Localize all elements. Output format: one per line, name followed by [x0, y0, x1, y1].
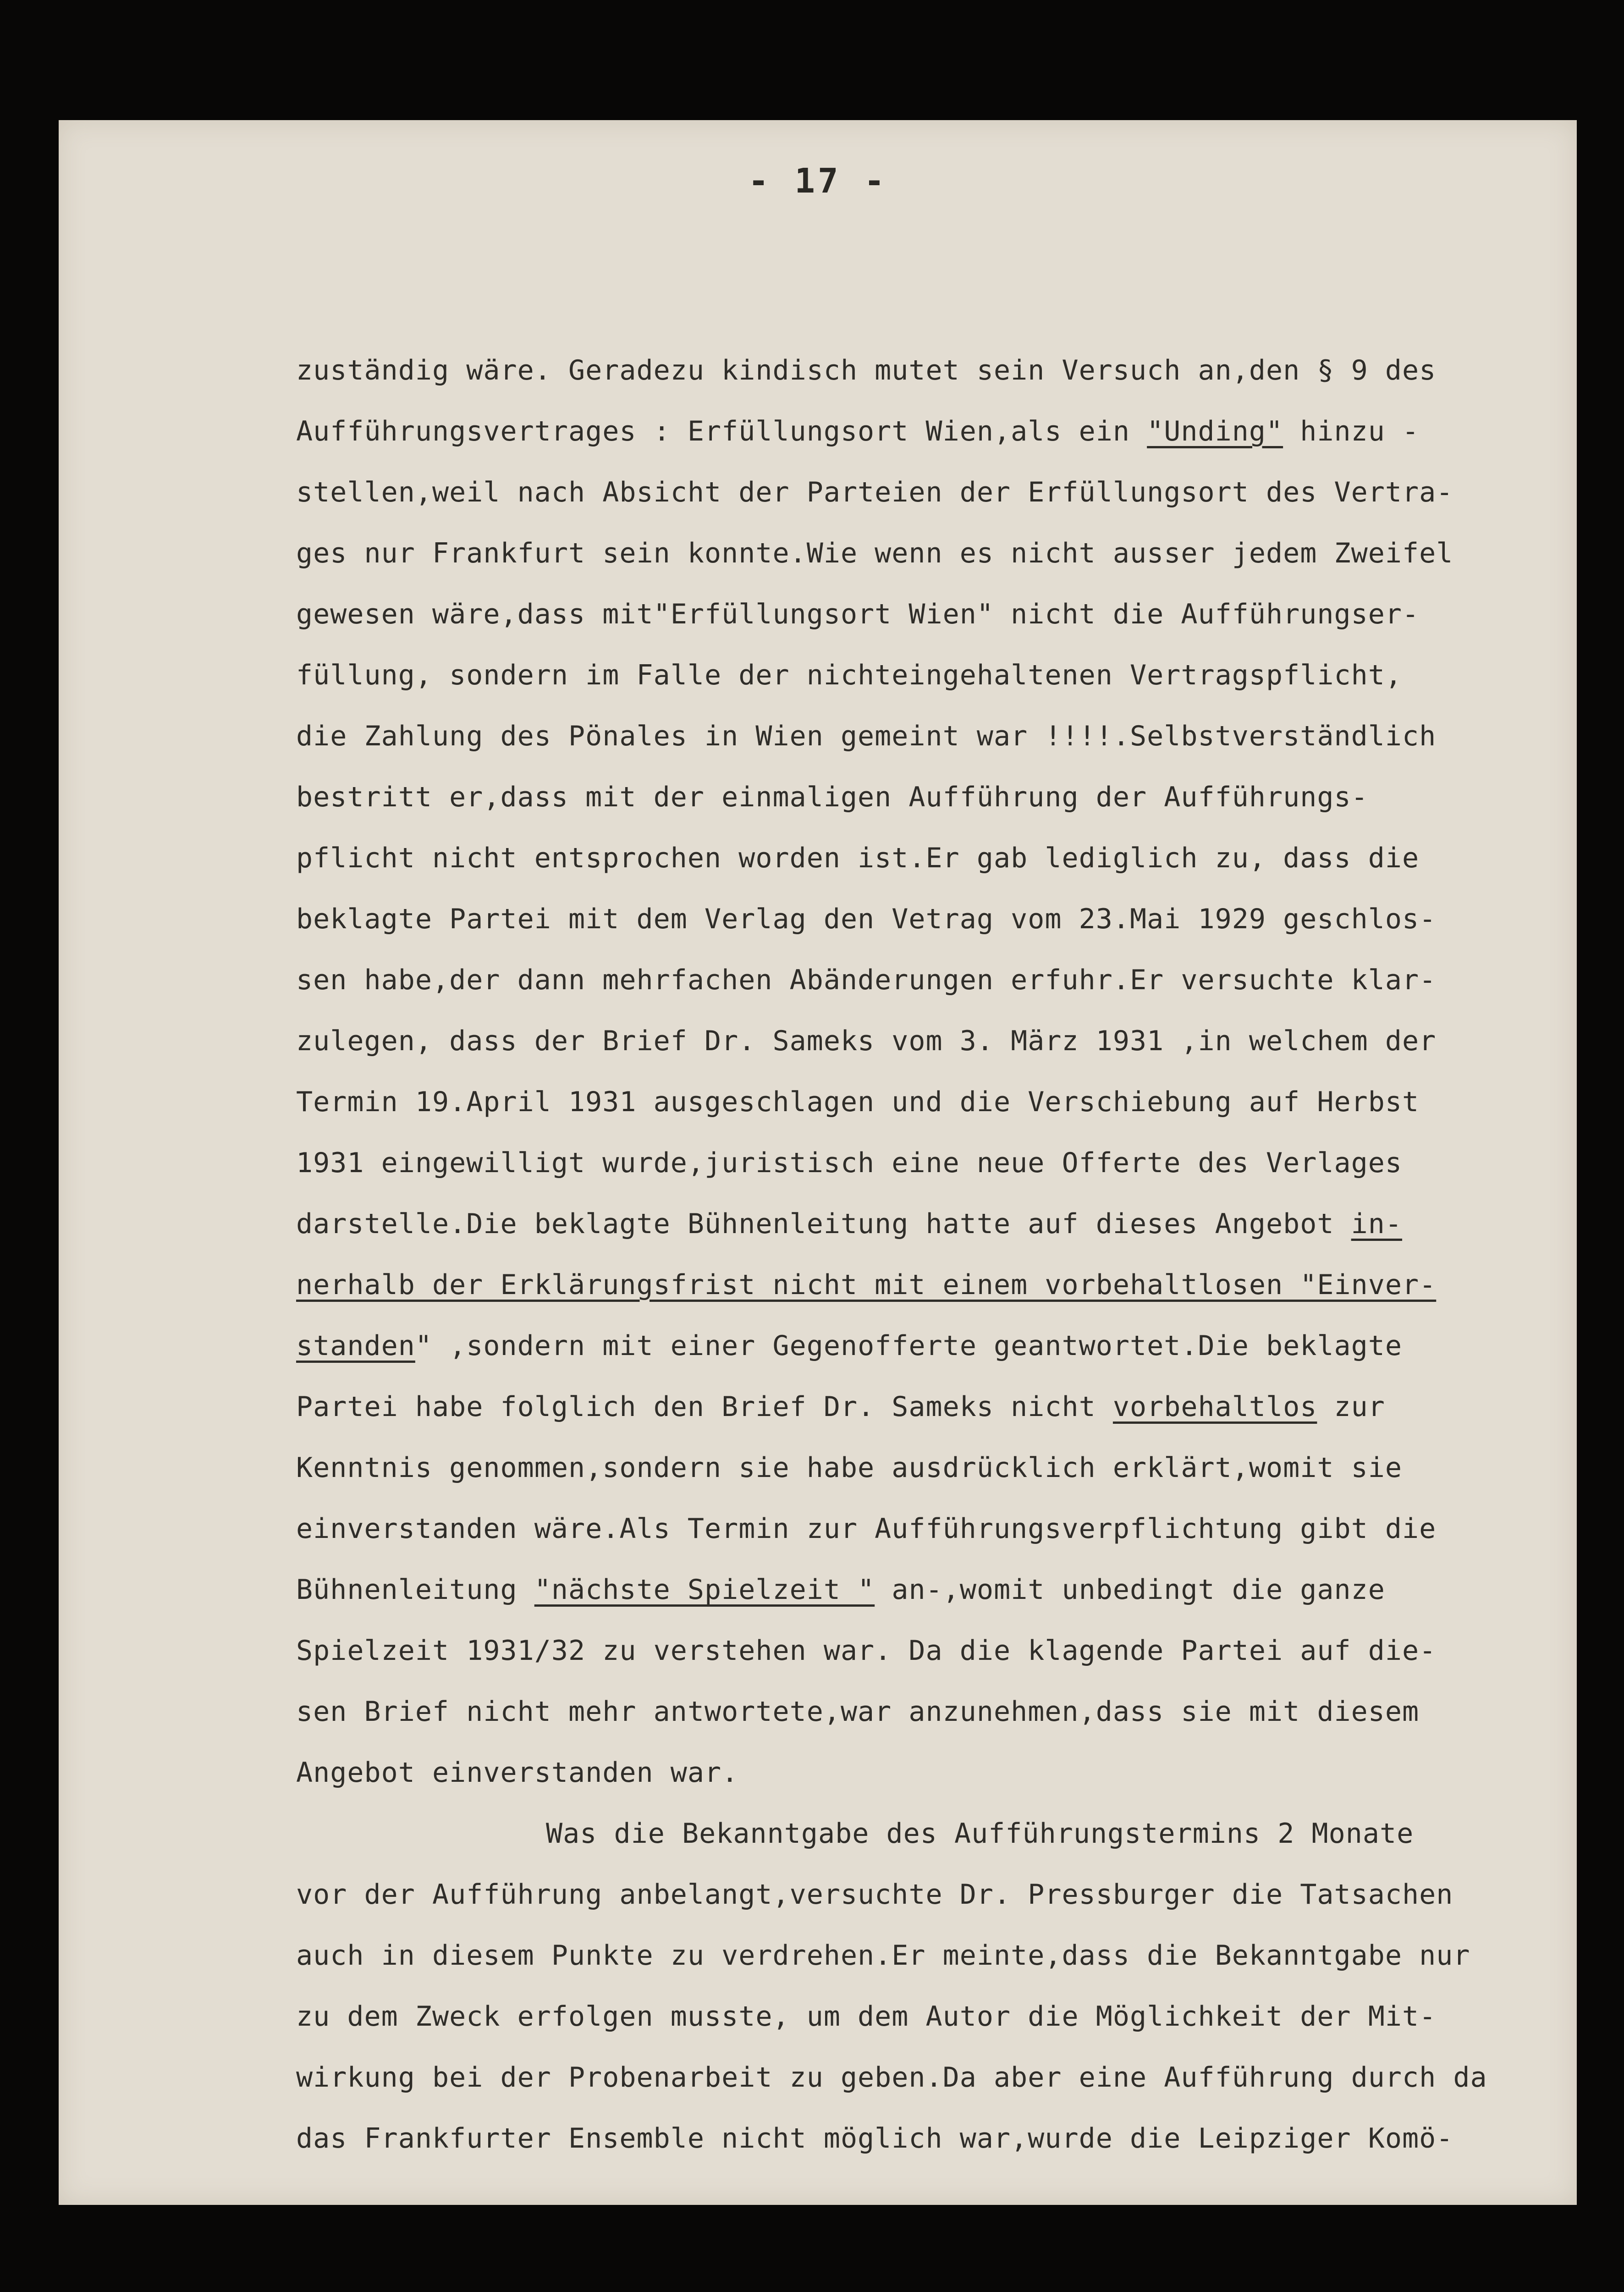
line-text: Partei habe folglich den Brief Dr. Sameks nicht — [296, 1391, 1113, 1423]
text-line — [296, 401, 1624, 462]
text-line — [296, 1194, 1624, 1255]
line-text: an-,womit unbedingt die ganze — [875, 1574, 1385, 1606]
text-line — [296, 1316, 1624, 1377]
underlined-text: "nächste Spielzeit " — [534, 1574, 875, 1606]
line-text: Bühnenleitung — [296, 1574, 534, 1606]
text-line: pflicht nicht entsprochen worden ist.Er gab lediglich zu, dass die — [296, 842, 1420, 874]
text-line — [296, 1255, 1624, 1316]
document-page — [59, 120, 1577, 2205]
text-line: 1931 eingewilligt wurde,juristisch eine neue Offerte des Verlages — [296, 1147, 1402, 1179]
text-line: zulegen, dass der Brief Dr. Sameks vom 3. März 1931 ,in welchem der — [296, 1025, 1437, 1057]
text-line: Kenntnis genommen,sondern sie habe ausdrücklich erklärt,womit sie — [296, 1452, 1402, 1484]
text-line: beklagte Partei mit dem Verlag den Vetrag vom 23.Mai 1929 geschlos- — [296, 903, 1437, 935]
text-line: Was die Bekanntgabe des Aufführungstermins 2 Monate — [546, 1818, 1414, 1850]
text-line: sen Brief nicht mehr antwortete,war anzunehmen,dass sie mit diesem — [296, 1696, 1420, 1728]
page-number: - 17 - — [748, 161, 887, 201]
line-text: " ,sondern mit einer Gegenofferte geantwortet.Die beklagte — [415, 1330, 1403, 1362]
text-line: Spielzeit 1931/32 zu verstehen war. Da die klagende Partei auf die- — [296, 1635, 1437, 1667]
line-text: darstelle.Die beklagte Bühnenleitung hatte auf dieses Angebot — [296, 1208, 1351, 1240]
underlined-text: nerhalb der Erklärungsfrist nicht mit einem vorbehaltlosen "Einver- — [296, 1269, 1437, 1301]
text-line: sen habe,der dann mehrfachen Abänderungen erfuhr.Er versuchte klar- — [296, 964, 1437, 996]
text-line: vor der Aufführung anbelangt,versuchte Dr. Pressburger die Tatsachen — [296, 1879, 1453, 1911]
text-line — [296, 1559, 1624, 1620]
text-line: auch in diesem Punkte zu verdrehen.Er meinte,dass die Bekanntgabe nur — [296, 1939, 1470, 1972]
text-line: wirkung bei der Probenarbeit zu geben.Da aber eine Aufführung durch da — [296, 2061, 1487, 2094]
text-line: ges nur Frankfurt sein konnte.Wie wenn es nicht ausser jedem Zweifel — [296, 537, 1453, 569]
underlined-text: "Unding" — [1147, 415, 1283, 447]
text-line: zu dem Zweck erfolgen musste, um dem Autor die Möglichkeit der Mit- — [296, 2000, 1437, 2033]
text-line: stellen,weil nach Absicht der Parteien der Erfüllungsort des Vertra- — [296, 476, 1453, 508]
text-line: Angebot einverstanden war. — [296, 1757, 739, 1789]
underlined-text: vorbehaltlos — [1112, 1391, 1317, 1423]
text-line: bestritt er,dass mit der einmaligen Aufführung der Aufführungs- — [296, 781, 1368, 813]
text-line: die Zahlung des Pönales in Wien gemeint war !!!!.Selbstverständlich — [296, 720, 1437, 752]
text-line: gewesen wäre,dass mit"Erfüllungsort Wien" nicht die Aufführungser- — [296, 598, 1420, 630]
underlined-text: in- — [1351, 1208, 1403, 1240]
text-line: einverstanden wäre.Als Termin zur Aufführungsverpflichtung gibt die — [296, 1513, 1437, 1545]
line-text: hinzu - — [1283, 415, 1420, 447]
text-line — [296, 1377, 1624, 1438]
line-text: Aufführungsvertrages : Erfüllungsort Wien,als ein — [296, 415, 1147, 447]
underlined-text: standen — [296, 1330, 415, 1362]
text-line: füllung, sondern im Falle der nichteingehaltenen Vertragspflicht, — [296, 659, 1402, 691]
text-line: das Frankfurter Ensemble nicht möglich war,wurde die Leipziger Komö- — [296, 2122, 1453, 2154]
text-line: zuständig wäre. Geradezu kindisch mutet sein Versuch an,den § 9 des — [296, 354, 1437, 386]
text-line: Termin 19.April 1931 ausgeschlagen und die Verschiebung auf Herbst — [296, 1086, 1420, 1118]
line-text: zur — [1317, 1391, 1385, 1423]
body-text — [296, 340, 1624, 2169]
